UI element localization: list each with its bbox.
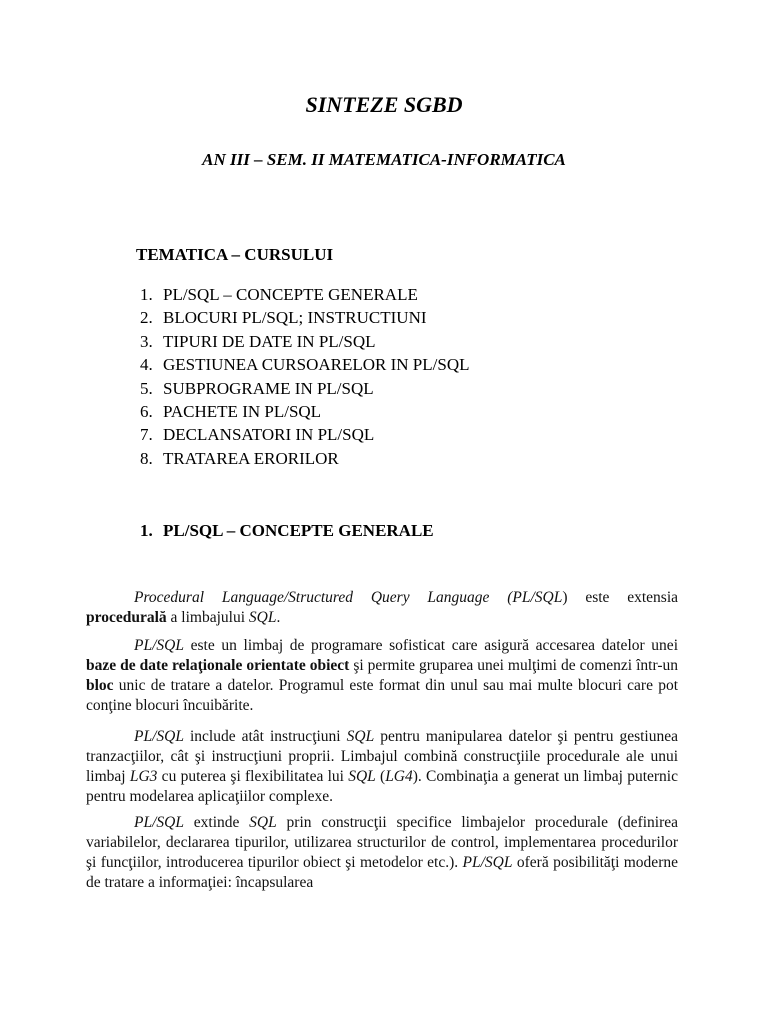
text-fragment: şi permite gruparea unei mulţimi de comenzi într-un — [349, 657, 678, 674]
toc-item — [140, 377, 470, 400]
text-fragment: extinde — [183, 814, 250, 831]
text-fragment: PL/SQL — [512, 589, 563, 606]
toc-item-label: DECLANSATORI IN PL/SQL — [163, 425, 375, 445]
toc-item-number: 2. — [140, 308, 153, 328]
text-fragment: PL/SQL — [134, 637, 184, 654]
text-fragment: rocedural — [143, 589, 222, 606]
toc-item-number: 4. — [140, 355, 153, 375]
toc-item-label: SUBPROGRAME IN PL/SQL — [163, 378, 374, 398]
toc-item — [140, 423, 470, 446]
text-fragment: LG3 — [129, 768, 158, 785]
toc-item — [140, 330, 470, 353]
text-fragment: PL/SQL — [134, 814, 184, 831]
text-fragment: SQL — [249, 814, 277, 831]
toc-item-label: TIPURI DE DATE IN PL/SQL — [163, 331, 376, 351]
text-fragment: SQL — [348, 768, 376, 785]
text-fragment: cu puterea şi flexibilitatea lui — [157, 768, 349, 785]
text-fragment: procedurală — [86, 609, 167, 626]
toc-item-number: 8. — [140, 448, 153, 468]
text-fragment: ) este extensia — [562, 589, 679, 606]
toc-item-number: 3. — [140, 331, 153, 351]
text-fragment: pentru manipularea datelor şi pentru gestiunea tranzacţiilor, cât şi instrucţiuni proprii. Limbajul combină construcţiile procedurale ale unui limbaj — [86, 728, 678, 785]
text-fragment: ). Combinaţia a generat un limbaj puternic pentru modelarea aplicaţiilor complexe. — [86, 768, 678, 805]
toc-item-label: GESTIUNEA CURSOARELOR IN PL/SQL — [163, 355, 470, 375]
text-fragment: include atât instrucţiuni — [183, 728, 347, 745]
text-fragment: PL/SQL — [134, 728, 184, 745]
toc-item — [140, 447, 470, 470]
toc-heading: TEMATICA – CURSULUI — [136, 245, 334, 264]
text-fragment: unic de tratare a datelor. Programul este format din unul sau mai multe blocuri care pot conţine blocuri încuibărite. — [86, 677, 678, 714]
text-fragment: baze de date relaţionale orientate obiect — [86, 657, 350, 674]
toc-item — [140, 283, 470, 306]
text-fragment: anguage ( — [436, 589, 513, 606]
text-fragment: prin construcţii specifice limbajelor procedurale (definirea variabilelor, declararea tipurilor, utilizarea structurilor de control, implementarea procedurilor şi funcţiilor, introducerea tipurilor obiect şi metodelor etc.). — [86, 814, 679, 871]
text-fragment: P — [134, 589, 144, 606]
text-fragment: LG4 — [385, 768, 413, 785]
text-fragment: a limbajului — [166, 609, 249, 626]
section-heading — [140, 520, 434, 542]
text-fragment: SQL — [346, 728, 375, 745]
toc-item — [140, 353, 470, 376]
text-fragment: anguage/ — [230, 589, 289, 606]
paragraph-definition — [86, 588, 678, 628]
text-fragment: PL/SQL — [462, 854, 513, 871]
text-fragment: ( — [375, 768, 386, 785]
toc-item-label: PL/SQL – CONCEPTE GENERALE — [163, 285, 418, 304]
text-fragment: . — [276, 609, 281, 626]
text-fragment: L — [221, 589, 231, 606]
paragraph-features — [86, 727, 678, 807]
paragraph-description — [86, 636, 678, 716]
text-fragment: S — [288, 589, 296, 606]
toc-item-label: PACHETE IN PL/SQL — [163, 402, 322, 422]
text-fragment: bloc — [86, 677, 114, 694]
section-number: 1. — [140, 521, 153, 540]
text-fragment: tructured — [295, 589, 371, 606]
text-fragment: este un limbaj de programare sofisticat care asigură accesarea datelor unei — [183, 637, 678, 654]
toc-list — [140, 283, 470, 470]
section-title: PL/SQL – CONCEPTE GENERALE — [163, 521, 434, 540]
toc-item — [140, 400, 470, 423]
document-title: SINTEZE SGBD — [305, 92, 463, 117]
document-subtitle: AN III – SEM. II MATEMATICA-INFORMATICA — [202, 150, 566, 169]
toc-item-label: BLOCURI PL/SQL; INSTRUCTIUNI — [163, 308, 427, 328]
text-fragment: Q — [370, 589, 383, 606]
toc-item-number: 1. — [140, 285, 153, 304]
toc-item-number: 7. — [140, 425, 153, 445]
toc-item-label: TRATAREA ERORILOR — [163, 448, 339, 468]
toc-item-number: 6. — [140, 402, 153, 422]
text-fragment: uery — [382, 589, 428, 606]
text-fragment: L — [427, 589, 437, 606]
paragraph-extensions — [86, 813, 678, 893]
toc-item-number: 5. — [140, 378, 153, 398]
toc-item — [140, 306, 470, 329]
text-fragment: oferă posibilităţi moderne de tratare a informaţiei: încapsularea — [86, 854, 678, 891]
text-fragment: SQL — [248, 609, 277, 626]
